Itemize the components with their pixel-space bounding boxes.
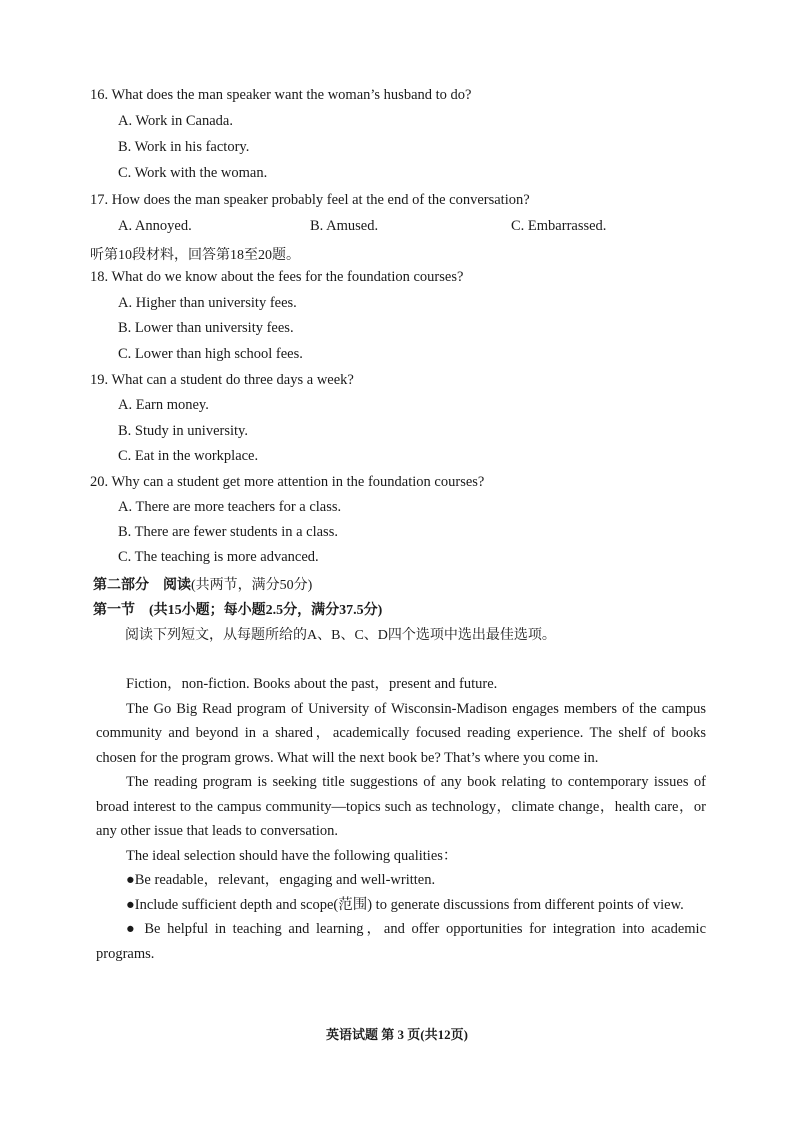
question-16-option-c: C. Work with the woman. xyxy=(118,165,268,181)
passage-bullet-1: ●Be readable，relevant，engaging and well-written. xyxy=(126,872,436,888)
question-17-option-b: B. Amused. xyxy=(310,218,379,234)
question-17-option-a: A. Annoyed. xyxy=(118,218,192,234)
part-two-title: 第二部分 阅读 xyxy=(93,578,191,593)
section-one-heading: 第一节 (共15小题；每小题2.5分，满分37.5分) xyxy=(93,603,383,618)
question-20-stem: 20. Why can a student get more attention in the foundation courses? xyxy=(90,474,485,490)
question-16-stem: 16. What does the man speaker want the woman’s husband to do? xyxy=(90,87,472,103)
question-19-option-c: C. Eat in the workplace. xyxy=(118,448,259,464)
question-19-option-b: B. Study in university. xyxy=(118,423,248,439)
question-18-option-a: A. Higher than university fees. xyxy=(118,295,297,311)
reading-instruction: 阅读下列短文，从每题所给的A、B、C、D四个选项中选出最佳选项。 xyxy=(125,628,556,643)
question-18-option-b: B. Lower than university fees. xyxy=(118,320,294,336)
passage-para-1: Fiction，non-fiction. Books about the past，present and future. xyxy=(126,676,498,692)
part-two-note: (共两节，满分50分) xyxy=(191,578,313,593)
part-two-heading xyxy=(93,574,312,594)
question-18-stem: 18. What do we know about the fees for the foundation courses? xyxy=(90,269,464,285)
listening-instruction: 听第10段材料，回答第18至20题。 xyxy=(90,248,300,263)
question-17-option-c: C. Embarrassed. xyxy=(511,218,607,234)
question-20-option-c: C. The teaching is more advanced. xyxy=(118,549,319,565)
question-19-option-a: A. Earn money. xyxy=(118,397,209,413)
passage-bullet-3: ● Be helpful in teaching and learning，and offer opportunities for integration into academic programs. xyxy=(96,921,706,962)
page-footer: 英语试题 第 3 页(共12页) xyxy=(326,1027,468,1042)
question-19-stem: 19. What can a student do three days a week? xyxy=(90,372,354,388)
question-18-option-c: C. Lower than high school fees. xyxy=(118,346,303,362)
question-20-option-a: A. There are more teachers for a class. xyxy=(118,499,342,515)
passage-para-3: The reading program is seeking title suggestions of any book relating to contemporary issues of broad interest to the campus community—topics such as technology，climate change，health care，or any other issue that leads to conversation. xyxy=(96,774,706,839)
question-20-option-b: B. There are fewer students in a class. xyxy=(118,524,338,540)
question-16-option-b: B. Work in his factory. xyxy=(118,139,250,155)
question-16-option-a: A. Work in Canada. xyxy=(118,113,233,129)
passage-bullet-2: ●Include sufficient depth and scope(范围) to generate discussions from different points of view. xyxy=(126,896,684,913)
passage-para-4: The ideal selection should have the following qualities： xyxy=(126,847,458,864)
passage-para-2: The Go Big Read program of University of Wisconsin-Madison engages members of the campus community and beyond in a shared，academically focused reading experience. The shelf of books chosen for the program grows. What will the next book be? That’s where you come in. xyxy=(96,700,706,766)
question-17-stem: 17. How does the man speaker probably feel at the end of the conversation? xyxy=(90,192,530,208)
reading-passage xyxy=(96,672,706,966)
